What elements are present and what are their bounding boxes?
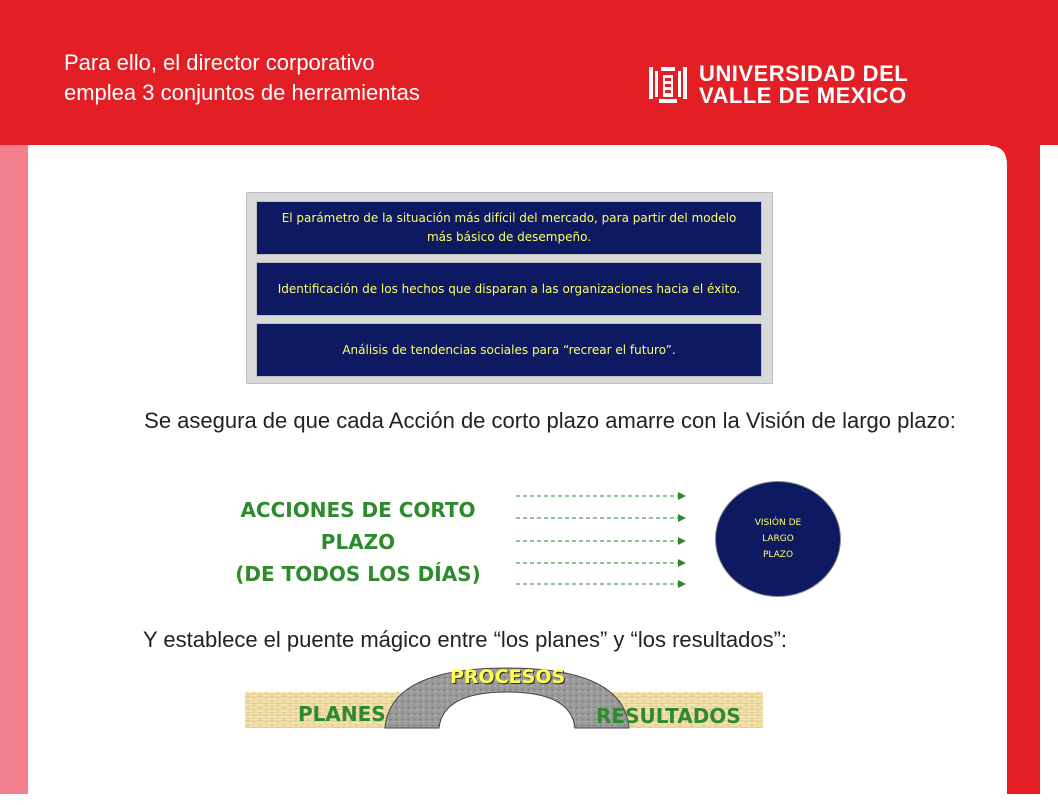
tool-item-3: Análisis de tendencias sociales para “recrear el futuro”.	[256, 323, 762, 377]
acciones-line-2: PLAZO	[320, 530, 396, 554]
vision-label: VISIÓN DE LARGO PLAZO	[754, 518, 802, 560]
university-logo	[647, 63, 908, 107]
acciones-line-3: (DE TODOS LOS DÍAS)	[235, 562, 481, 586]
dashed-arrows	[514, 486, 694, 590]
tool-item-2: Identificación de los hechos que disparan a las organizaciones hacia el éxito.	[256, 262, 762, 316]
statement-vision: Se asegura de que cada Acción de corto plazo amarre con la Visión de largo plazo:	[144, 408, 956, 433]
title-line-2: emplea 3 conjuntos de herramientas	[64, 80, 420, 105]
logo-wordmark	[699, 63, 908, 107]
tool-item-1: El parámetro de la situación más difícil del mercado, para partir del modelo más básico de desempeño.	[256, 201, 762, 255]
bridge-right-label: RESULTADOS	[596, 704, 741, 728]
acciones-label	[228, 494, 488, 590]
acciones-line-1: ACCIONES DE CORTO	[240, 498, 476, 522]
statement-bridge: Y establece el puente mágico entre “los planes” y “los resultados”:	[143, 627, 788, 652]
eagle-emblem-icon	[647, 63, 689, 107]
tools-panel	[246, 192, 773, 384]
bridge-left-label: PLANES	[298, 702, 386, 726]
vision-circle	[715, 481, 841, 597]
logo-line-2: VALLE DE MEXICO	[699, 83, 907, 108]
slide-title	[64, 48, 420, 108]
title-line-1: Para ello, el director corporativo	[64, 50, 375, 75]
logo-line-1: UNIVERSIDAD DEL	[699, 61, 909, 86]
bridge-top-label: PROCESOS	[450, 666, 566, 688]
